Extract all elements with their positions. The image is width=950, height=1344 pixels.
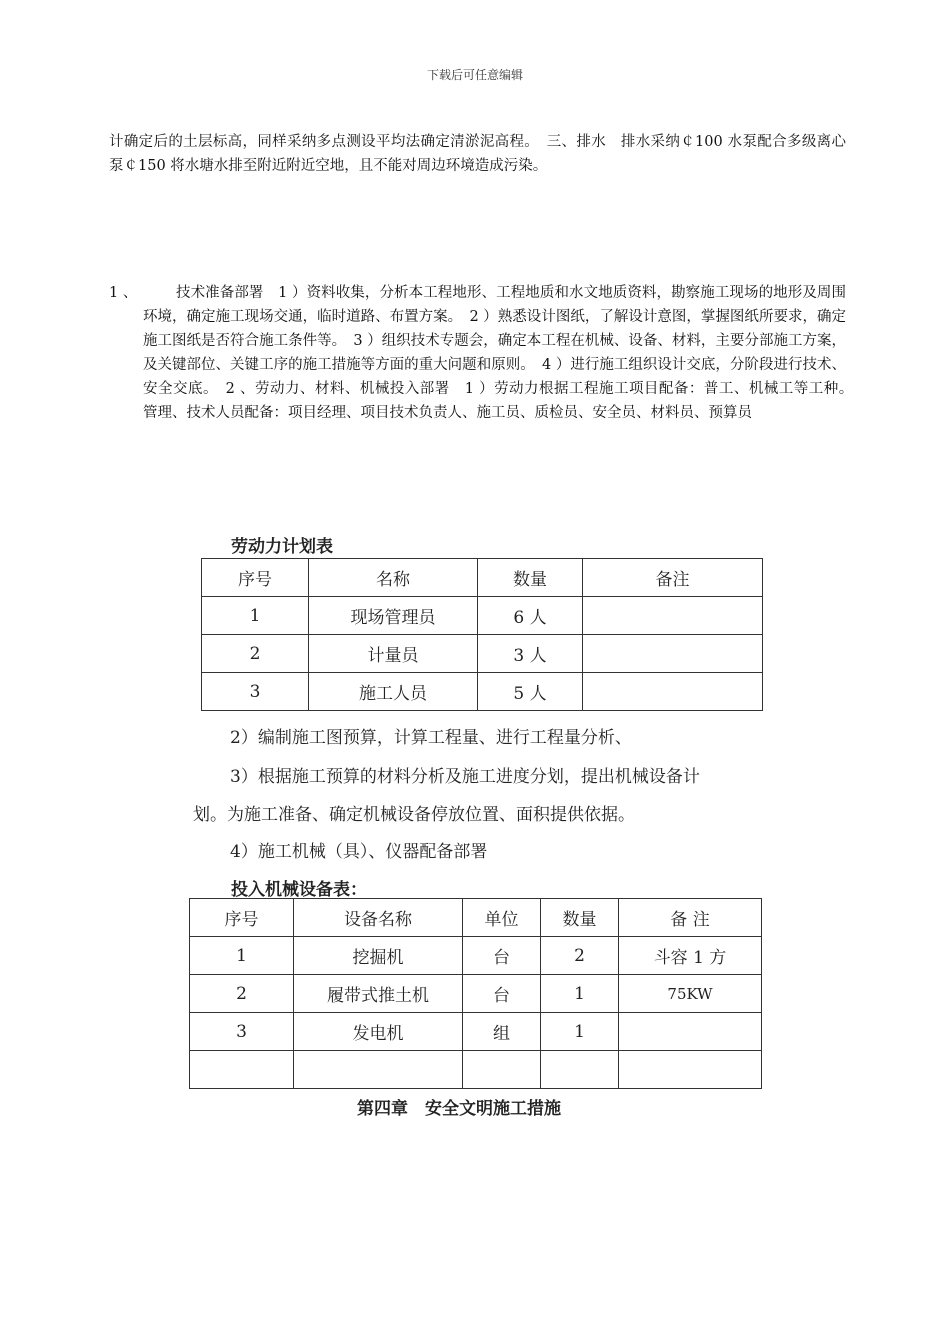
tech-paragraph: 技术准备部署 1 ）资料收集，分析本工程地形、工程地质和水文地质资料，勘察施工现场的地形及周围环境，确定施工现场交通，临时道路、布置方案。 2 ）熟悉设计图纸，了解设计意图，掌握图纸所要求，确定施工图纸是否符合施工条件等。 3 ）组织技术专题会，确定本工程在机械、设备、材料，主要分部施工方案，及关键部位、关键工序的施工措施等方面的重大问题和原则。 4 ）进行施工组织设计交底，分阶段进行技术、安全交底。 2 、劳动力、材料、机械投入部署 1 ）劳动力根据工程施工项目配备：普工、机械工等工种。 管理、技术人员配备：项目经理、项目技术负责人、施工员、质检员、安全员、材料员、预算员 — [143, 285, 861, 421]
table-header-row — [190, 899, 762, 937]
machinery-table — [189, 898, 762, 1089]
table-cell: 2 — [190, 975, 294, 1013]
table-cell: 计量员 — [309, 635, 478, 673]
table-row — [190, 1013, 762, 1051]
table-header-row — [202, 559, 763, 597]
table-cell: 75KW — [619, 975, 762, 1013]
table-cell: 3 人 — [478, 635, 583, 673]
table-cell: 1 — [190, 937, 294, 975]
table-cell: 现场管理员 — [309, 597, 478, 635]
table-cell — [541, 1051, 619, 1089]
table-cell: 1 — [541, 1013, 619, 1051]
table-row — [202, 635, 763, 673]
table-row — [190, 975, 762, 1013]
cutoff-heading — [357, 1099, 627, 1119]
table-cell — [583, 673, 763, 711]
header-cell: 序号 — [190, 899, 294, 937]
header-cell: 序号 — [202, 559, 309, 597]
labor-table-title: 劳动力计划表 — [231, 537, 333, 557]
table-cell: 3 — [190, 1013, 294, 1051]
table-row — [190, 1051, 762, 1089]
machinery-table-title: 投入机械设备表： — [231, 880, 367, 900]
table-cell: 挖掘机 — [294, 937, 463, 975]
header-cell: 备 注 — [619, 899, 762, 937]
table-cell — [583, 597, 763, 635]
step-3-text-cont: 划。为施工准备、确定机械设备停放位置、面积提供依据。 — [193, 805, 635, 825]
table-cell — [619, 1013, 762, 1051]
table-cell — [294, 1051, 463, 1089]
table-cell: 履带式推土机 — [294, 975, 463, 1013]
table-row — [190, 937, 762, 975]
table-cell — [190, 1051, 294, 1089]
table-cell: 3 — [202, 673, 309, 711]
table-cell: 1 — [541, 975, 619, 1013]
cutoff-heading-text: 第四章 安全文明施工措施 — [357, 1099, 561, 1119]
table-cell: 组 — [463, 1013, 541, 1051]
table-row — [202, 597, 763, 635]
page-header: 下载后可任意编辑 — [426, 68, 523, 82]
step-4-text: 4）施工机械（具）、仪器配备部署 — [230, 842, 488, 862]
header-cell: 设备名称 — [294, 899, 463, 937]
labor-table — [201, 558, 763, 711]
tech-section-number: 1 、 — [109, 285, 138, 301]
table-cell: 2 — [202, 635, 309, 673]
table-cell — [619, 1051, 762, 1089]
table-cell — [583, 635, 763, 673]
header-cell: 数量 — [541, 899, 619, 937]
table-cell: 发电机 — [294, 1013, 463, 1051]
header-cell: 备注 — [583, 559, 763, 597]
table-cell: 1 — [202, 597, 309, 635]
step-3-text: 3）根据施工预算的材料分析及施工进度分划，提出机械设备计 — [230, 767, 700, 787]
table-cell: 台 — [463, 975, 541, 1013]
intro-paragraph: 计确定后的土层标高，同样采纳多点测设平均法确定清淤泥高程。 三、排水 排水采纳￠100 水泵配合多级离心泵￠150 将水塘水排至附近附近空地，且不能对周边环境造成污染。 — [109, 134, 846, 174]
table-cell: 2 — [541, 937, 619, 975]
header-cell: 名称 — [309, 559, 478, 597]
table-cell — [463, 1051, 541, 1089]
table-cell: 斗容 1 方 — [619, 937, 762, 975]
table-cell: 6 人 — [478, 597, 583, 635]
table-row — [202, 673, 763, 711]
table-cell: 施工人员 — [309, 673, 478, 711]
table-cell: 5 人 — [478, 673, 583, 711]
table-cell: 台 — [463, 937, 541, 975]
step-2-text: 2）编制施工图预算，计算工程量、进行工程量分析、 — [230, 728, 632, 748]
header-cell: 单位 — [463, 899, 541, 937]
header-cell: 数量 — [478, 559, 583, 597]
